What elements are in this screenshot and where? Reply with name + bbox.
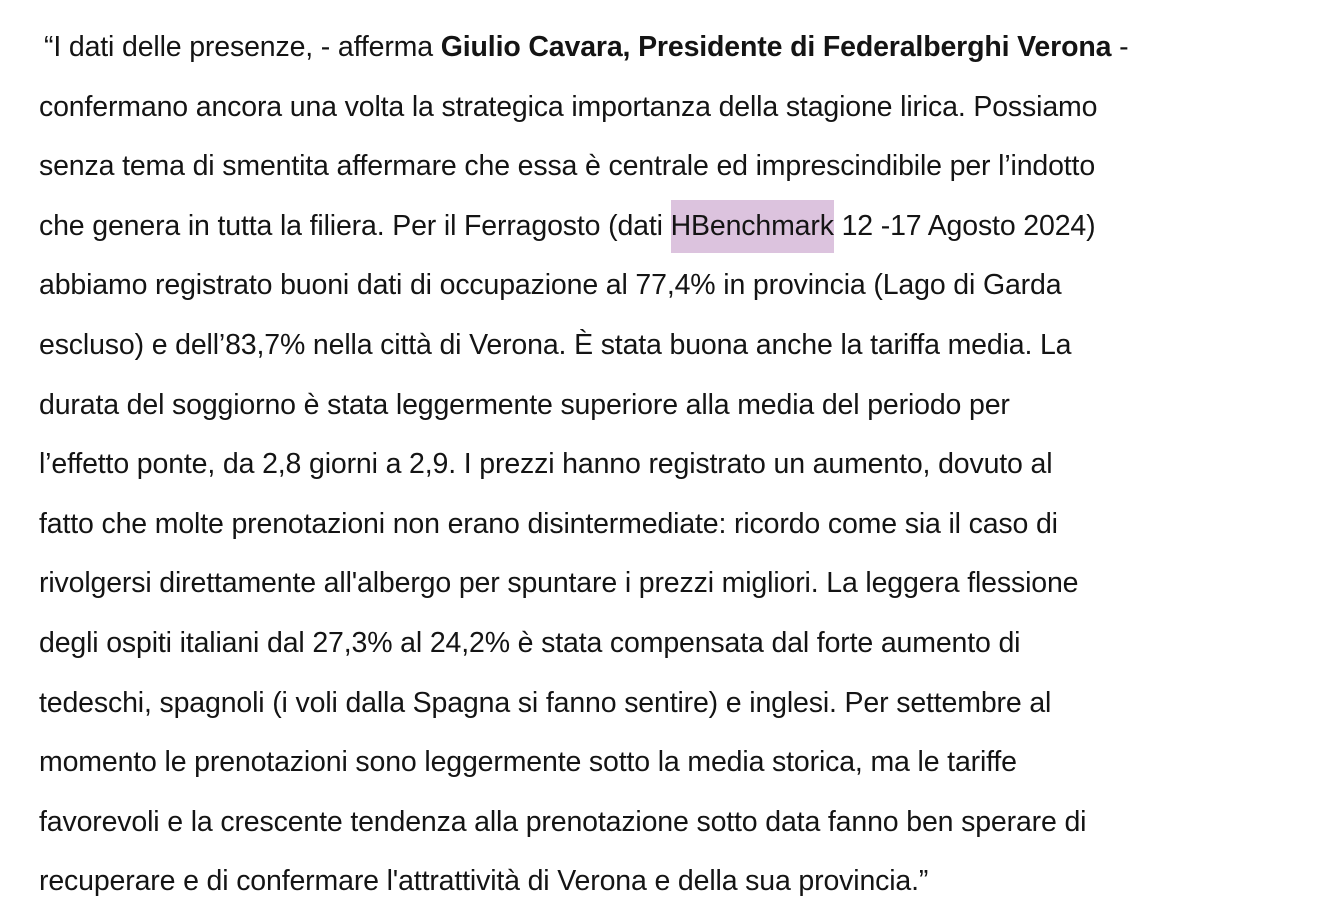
quote-line: confermano ancora una volta la strategica importanza della stagione lirica. Possiamo	[39, 90, 1098, 123]
quote-line: degli ospiti italiani dal 27,3% al 24,2% è stata compensata dal forte aumento di	[39, 626, 1021, 659]
quote-line: escluso) e dell’83,7% nella città di Verona. È stata buona anche la tariffa media. La	[39, 328, 1072, 361]
quote-line: favorevoli e la crescente tendenza alla prenotazione sotto data fanno ben sperare di	[39, 805, 1087, 838]
quote-line: durata del soggiorno è stata leggermente superiore alla media del periodo per	[39, 388, 1010, 421]
speaker-name: Giulio Cavara, Presidente di Federalberghi Verona	[440, 31, 1112, 63]
quote-paragraph	[39, 18, 1299, 912]
quote-line: l’effetto ponte, da 2,8 giorni a 2,9. I prezzi hanno registrato un aumento, dovuto al	[39, 448, 1053, 481]
quote-line: senza tema di smentita affermare che essa è centrale ed imprescindibile per l’indotto	[39, 150, 1096, 183]
quote-line: rivolgersi direttamente all'albergo per spuntare i prezzi migliori. La leggera flessione	[39, 567, 1079, 600]
quote-intro-text: “I dati delle presenze, - afferma	[44, 31, 441, 63]
highlighted-term: HBenchmark	[671, 200, 834, 253]
quote-line-text: che genera in tutta la filiera. Per il Ferragosto (dati	[39, 209, 671, 242]
quote-line	[39, 18, 1299, 78]
quote-dash: -	[1111, 31, 1129, 63]
quote-line: abbiamo registrato buoni dati di occupazione al 77,4% in provincia (Lago di Garda	[39, 269, 1062, 302]
quote-line-text: 12 -17 Agosto 2024)	[833, 209, 1096, 242]
quote-line: momento le prenotazioni sono leggermente sotto la media storica, ma le tariffe	[39, 746, 1017, 779]
quote-line: tedeschi, spagnoli (i voli dalla Spagna si fanno sentire) e inglesi. Per settembre al	[39, 686, 1052, 719]
quote-line: fatto che molte prenotazioni non erano disintermediate: ricordo come sia il caso di	[39, 507, 1058, 540]
quote-line: recuperare e di confermare l'attrattività di Verona e della sua provincia.”	[39, 865, 929, 898]
quote-line	[39, 197, 1299, 257]
